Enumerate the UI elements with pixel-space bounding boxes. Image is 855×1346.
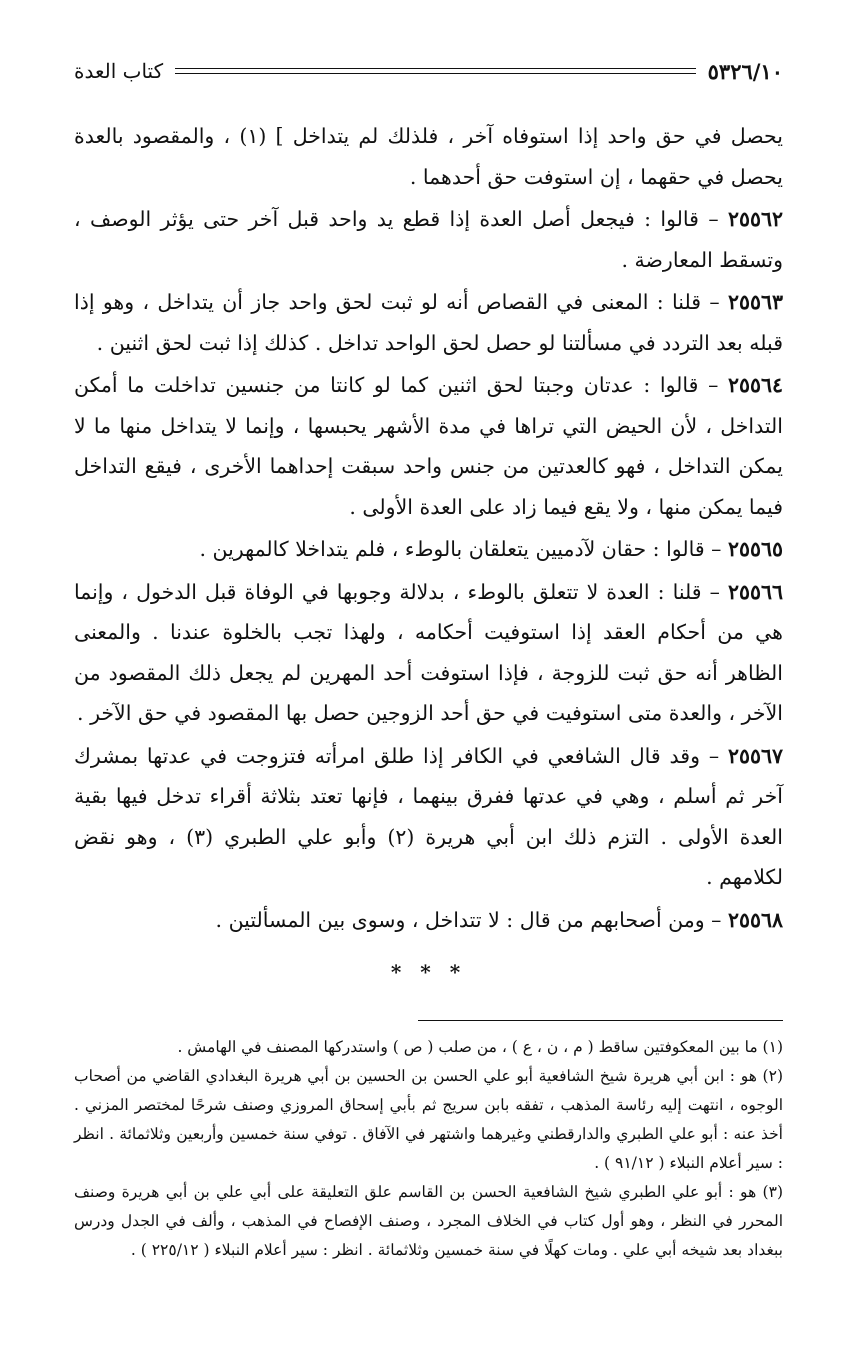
paragraph-number: ٢٥٥٦٧ [727, 743, 783, 768]
footnotes [74, 1033, 783, 1265]
paragraph-text: – قلنا : المعنى في القصاص أنه لو ثبت لحق واحد جاز أن يتداخل ، وهو إذا قبله بعد التردد في مسألتنا لو حصل لحق الواحد تداخل . كذلك إذا ثبت لحق اثنين . [74, 290, 783, 355]
paragraph-text: – قالوا : فيجعل أصل العدة إذا قطع يد واحد قبل آخر حتى يؤثر الوصف ، وتسقط المعارضة . [74, 207, 783, 272]
paragraph [74, 529, 783, 570]
paragraph-number: ٢٥٥٦٥ [727, 537, 783, 561]
paragraph [74, 736, 783, 898]
paragraph [74, 199, 783, 280]
paragraph-text: – قالوا : حقان لآدميين يتعلقان بالوطء ، فلم يتداخلا كالمهرين . [199, 537, 728, 561]
paragraph-number: ٢٥٥٦٦ [727, 579, 783, 604]
book-title: كتاب العدة [74, 59, 164, 83]
paragraph [74, 116, 783, 197]
paragraph-number: ٢٥٥٦٨ [727, 907, 783, 932]
footnote: (٣) هو : أبو علي الطبري شيخ الشافعية الحسن بن القاسم علق التعليقة على أبي علي بن أبي هريرة وصنف المحرر في النظر ، وهو أول كتاب في الخلاف المجرد ، وصنف الإفصاح في المذهب ، وألف في الجدل ودرس ببغداد بعد شيخه أبي علي . ومات كهلًا في سنة خمسين وثلاثمائة . انظر : سير أعلام النبلاء ( ٢٢٥/١٢ ) . [74, 1183, 783, 1259]
paragraph-text: – قلنا : العدة لا تتعلق بالوطء ، بدلالة وجوبها في الوفاة قبل الدخول ، وإنما هي من أحكام العقد إذا استوفيت أحكامه ، ولهذا تجب بالخلوة عندنا . والمعنى الظاهر أنه حق ثبت للزوجة ، فإذا استوفت أحد المهرين لم يجعل ذلك المقصود من الآخر ، والعدة متى استوفيت في حق أحد الزوجين حصل بها المقصود في حق الآخر . [74, 579, 783, 725]
footnote: (١) ما بين المعكوفتين ساقط ( م ، ن ، ع ) ، من صلب ( ص ) واستدركها المصنف في الهامش . [177, 1038, 783, 1056]
paragraph-number: ٢٥٥٦٢ [727, 207, 783, 231]
paragraph [74, 900, 783, 941]
footnote-rule [418, 1020, 783, 1021]
paragraph-number: ٢٥٥٦٤ [727, 373, 783, 397]
footnote: (٢) هو : ابن أبي هريرة شيخ الشافعية أبو علي الحسن بن الحسين بن أبي هريرة البغدادي القاضي من أصحاب الوجوه ، انتهت إليه رئاسة المذهب ، تفقه بابن سريج ثم بأبي إسحاق المروزي وصنف شرحًا لمختصر المزني . أخذ عنه : أبو علي الطبري والدارقطني وغيرهما واشتهر في الآفاق . توفي سنة خمسين وأربعين وثلاثمائة . انظر : سير أعلام النبلاء ( ٩١/١٢ ) . [74, 1067, 783, 1172]
paragraph-text: يحصل في حق واحد إذا استوفاه آخر ، فلذلك لم يتداخل ] (١) ، والمقصود بالعدة يحصل في حقهما ، إن استوفت حق أحدهما . [74, 124, 783, 189]
paragraph-text: – ومن أصحابهم من قال : لا تتداخل ، وسوى بين المسألتين . [215, 907, 728, 932]
paragraph-number: ٢٥٥٦٣ [727, 290, 783, 314]
page-number: ٥٣٢٦/١٠ [707, 58, 783, 84]
paragraph-text: – وقد قال الشافعي في الكافر إذا طلق امرأته فتزوجت في عدتها بمشرك آخر ثم أسلم ، وهي في عدتها ففرق بينهما ، فإنها تعتد بثلاثة أقراء تدخل فيها بقية العدة الأولى . التزم ذلك ابن أبي هريرة (٢) وأبو علي الطبري (٣) ، وهو نقض لكلامهم . [74, 743, 783, 889]
page-header [74, 54, 783, 88]
main-text [74, 116, 783, 940]
paragraph [74, 572, 783, 734]
paragraph [74, 365, 783, 527]
paragraph-text: – قالوا : عدتان وجبتا لحق اثنين كما لو كانتا من جنسين تداخلت ما أمكن التداخل ، لأن الحيض التي تراها في مدة الأشهر يحبسها ، وإنما لا يتداخل منها ما لا يمكن التداخل ، فهو كالعدتين من جنس واحد سبقت إحداهما الأخرى ، فيقع التداخل فيما يمكن منها ، ولا يقع فيما زاد على العدة الأولى . [74, 373, 783, 519]
section-separator: * * * [390, 960, 467, 984]
paragraph [74, 282, 783, 363]
header-rule [175, 68, 696, 74]
